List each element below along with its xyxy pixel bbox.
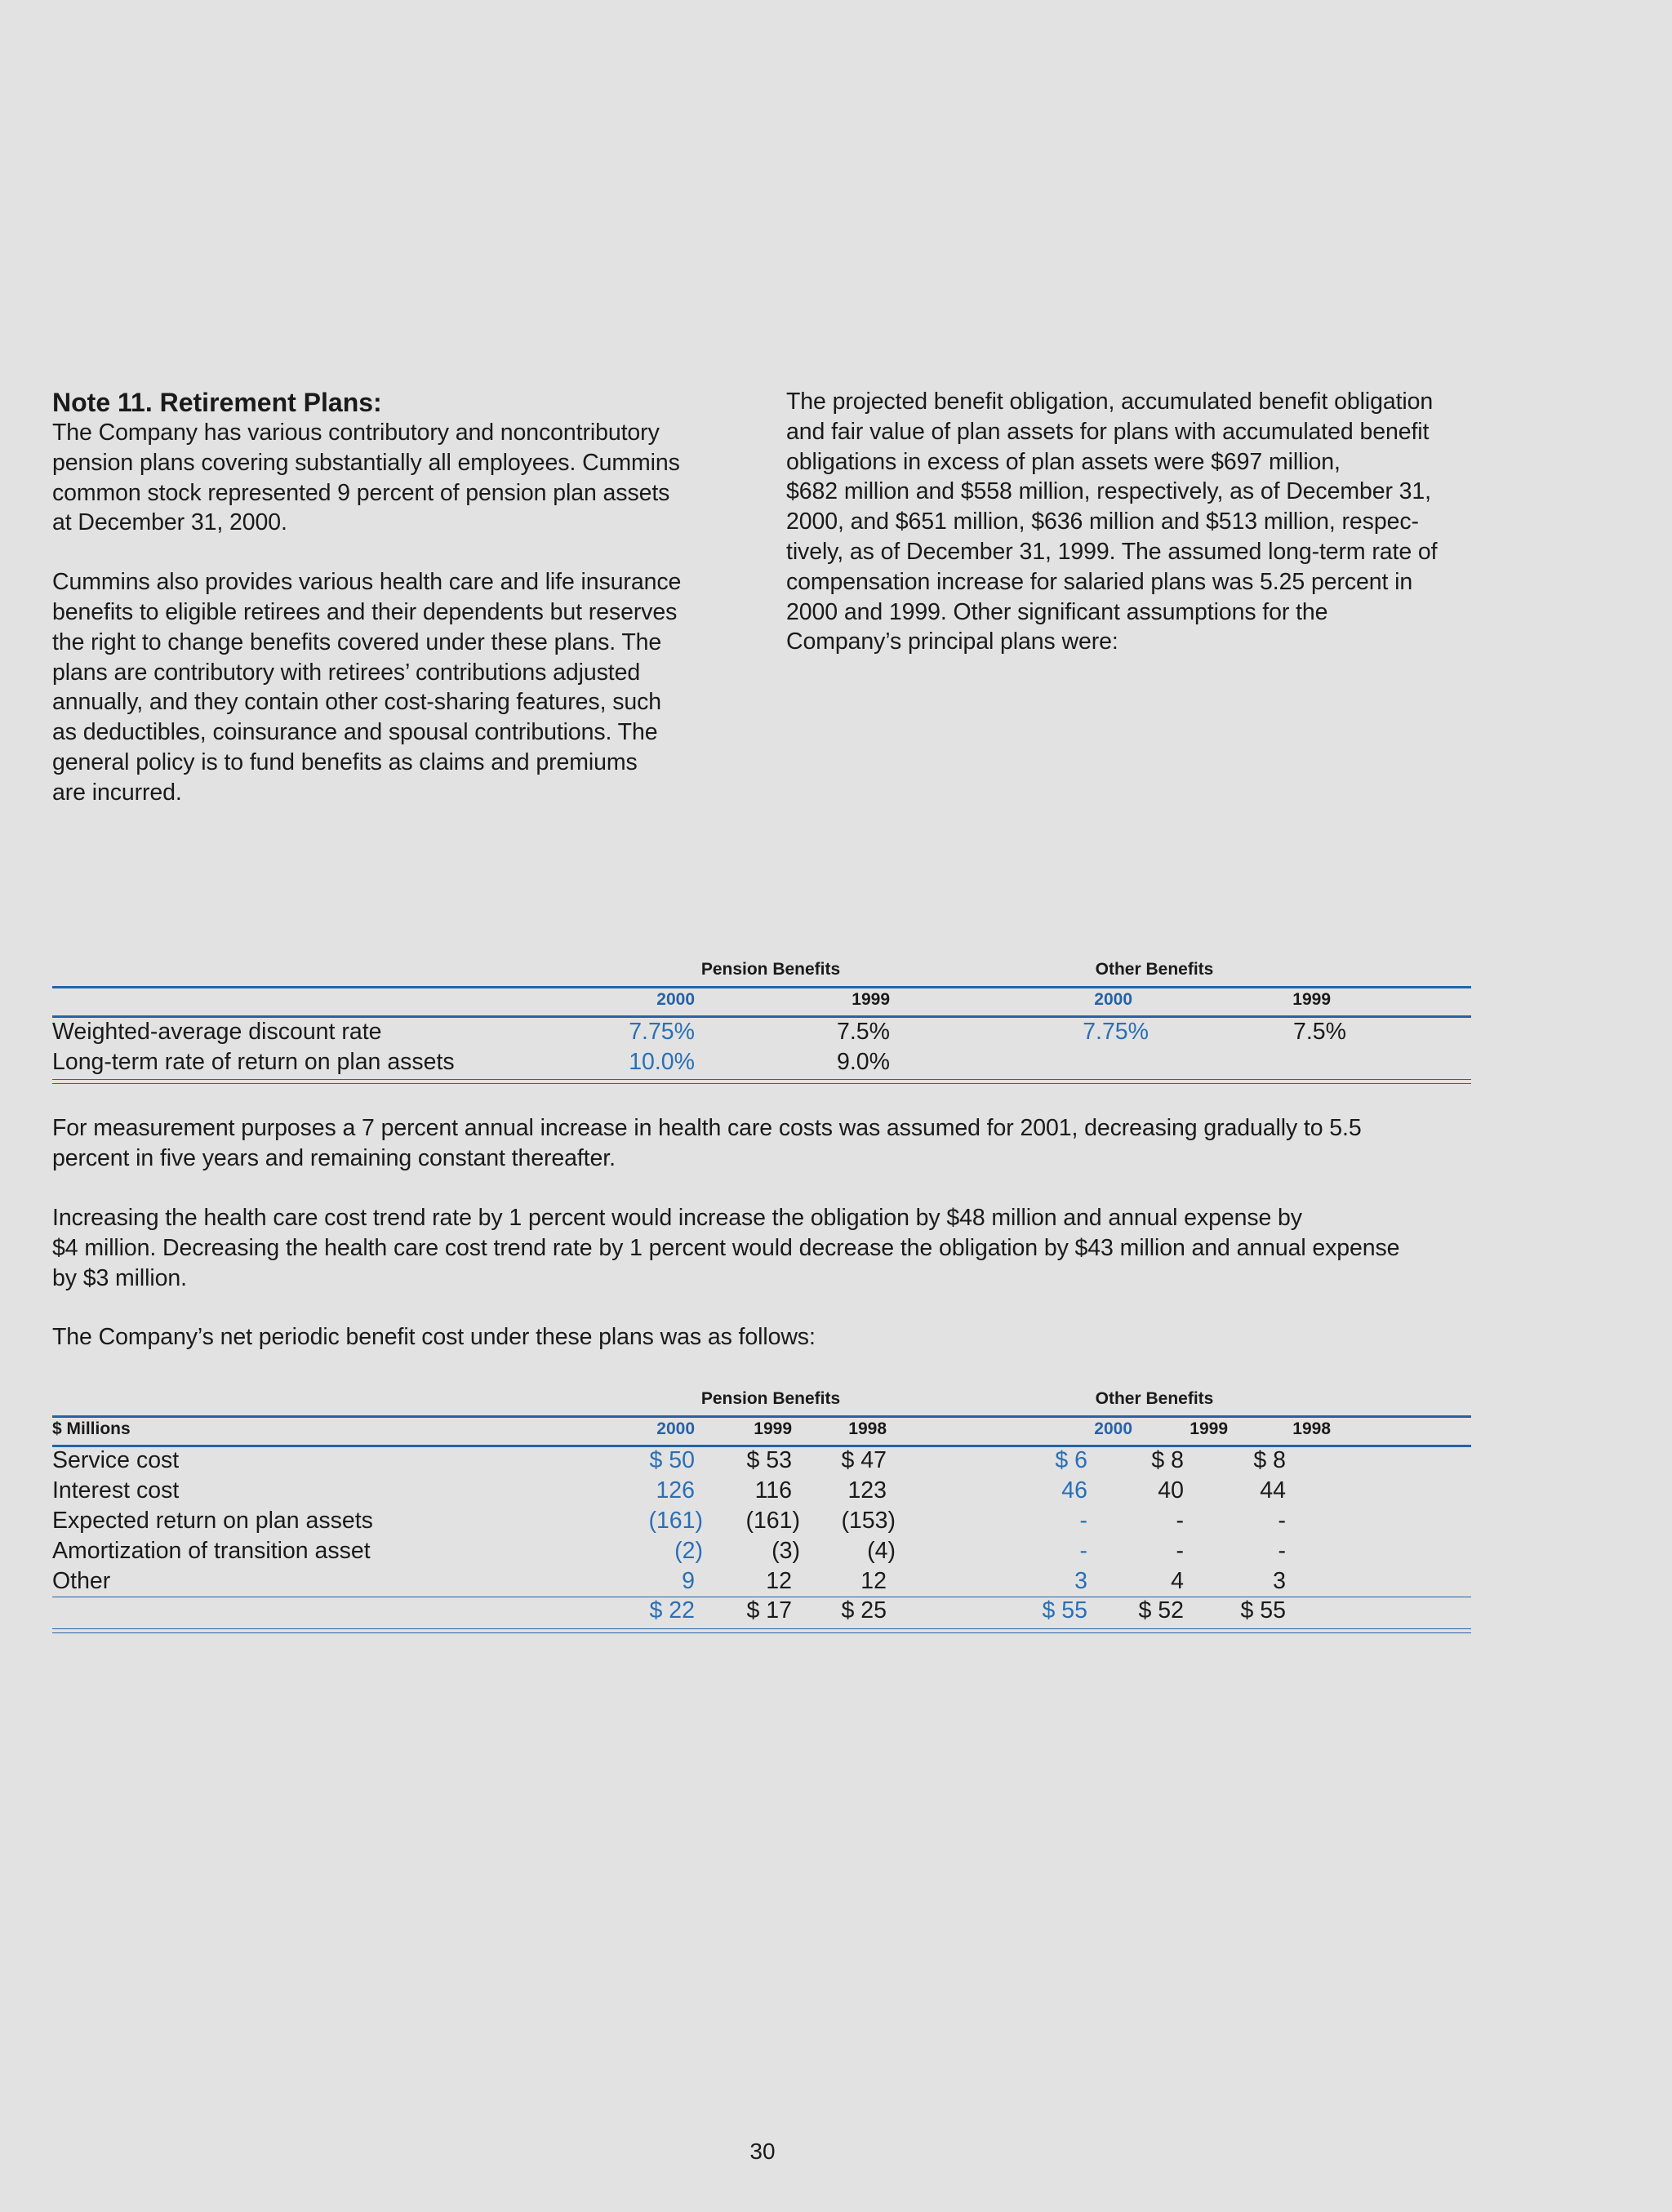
total-value: $ 55 [1240, 1597, 1286, 1623]
year-header: 1999 [1292, 990, 1331, 1009]
left-paragraph-2 [52, 567, 730, 807]
cell-value: 123 [847, 1477, 887, 1504]
total-value: $ 55 [1042, 1597, 1087, 1623]
row-label: Long-term rate of return on plan assets [52, 1049, 455, 1075]
header-rule [52, 986, 1471, 988]
assumptions-table [52, 960, 1471, 1090]
text-line: plans are contributory with retirees’ contributions adjusted [52, 659, 641, 686]
group-header-pension: Pension Benefits [700, 1389, 841, 1408]
footer-rule [52, 1083, 1471, 1084]
text-line: 2000 and 1999. Other significant assumptions for the [786, 598, 1328, 625]
text-line: by $3 million. [52, 1264, 187, 1291]
total-value: $ 22 [649, 1597, 695, 1623]
units-label: $ Millions [52, 1419, 131, 1438]
cell-value: 9 [682, 1568, 695, 1594]
cell-value: (3) [772, 1538, 800, 1564]
page-number: 30 [749, 2139, 776, 2164]
cell-value: - [1278, 1508, 1286, 1534]
text-line: common stock represented 9 percent of pension plan assets [52, 479, 670, 506]
cell-value: $ 8 [1151, 1447, 1184, 1473]
text-line: Company’s principal plans were: [786, 629, 1118, 655]
header-rule [52, 1415, 1471, 1418]
year-header: 2000 [1094, 1419, 1132, 1438]
text-line: annually, and they contain other cost-sharing features, such [52, 689, 662, 716]
total-value: $ 25 [841, 1597, 887, 1623]
text-line: The projected benefit obligation, accumulated benefit obligation [786, 389, 1434, 415]
cell-value: 12 [766, 1568, 792, 1594]
cell-value: 10.0% [629, 1049, 695, 1075]
text-line: $4 million. Decreasing the health care cost trend rate by 1 percent would decrease the obligation by $43 million and annual expense [52, 1234, 1400, 1261]
group-header-pension: Pension Benefits [700, 960, 841, 979]
text-line: at December 31, 2000. [52, 509, 287, 536]
table-row [52, 1017, 1471, 1047]
table-row [52, 1476, 1471, 1506]
footer-rule [52, 1628, 1471, 1629]
year-header: 2000 [1094, 990, 1132, 1009]
left-paragraph-1 [52, 418, 730, 538]
cell-value: - [1176, 1538, 1184, 1564]
text-line: For measurement purposes a 7 percent annual increase in health care costs was assumed for 2001, decreasing gradually to 5.5 [52, 1115, 1362, 1141]
row-label: Other [52, 1568, 111, 1594]
table-row [52, 1506, 1471, 1536]
cost-intro-paragraph [52, 1322, 1489, 1353]
cell-value: 3 [1273, 1568, 1286, 1594]
cell-value: 116 [754, 1477, 792, 1504]
cell-value: 7.75% [629, 1019, 695, 1045]
cell-value: 40 [1158, 1477, 1184, 1504]
text-line: Cummins also provides various health care and life insurance [52, 569, 682, 596]
footer-rule [52, 1079, 1471, 1080]
table-row [52, 1047, 1471, 1077]
right-paragraph [786, 387, 1480, 657]
text-line: obligations in excess of plan assets were $697 million, [786, 448, 1341, 475]
note-title: Note 11. Retirement Plans: [52, 388, 382, 417]
cell-value: - [1176, 1508, 1184, 1534]
text-line: tively, as of December 31, 1999. The assumed long-term rate of [786, 538, 1438, 565]
total-value: $ 52 [1138, 1597, 1184, 1623]
cell-value: (153) [841, 1508, 896, 1534]
cell-value: 9.0% [837, 1049, 890, 1075]
cell-value: 4 [1171, 1568, 1184, 1594]
table-row [52, 1536, 1471, 1566]
cell-value: 46 [1061, 1477, 1087, 1504]
cell-value: 7.5% [1293, 1019, 1346, 1045]
text-line: percent in five years and remaining constant thereafter. [52, 1144, 616, 1171]
text-line: 2000, and $651 million, $636 million and $513 million, respec- [786, 509, 1419, 535]
measurement-paragraph [52, 1113, 1489, 1174]
text-line: the right to change benefits covered under these plans. The [52, 629, 662, 655]
right-column [786, 387, 1480, 657]
cell-value: (4) [867, 1538, 896, 1564]
text-line: as deductibles, coinsurance and spousal contributions. The [52, 719, 658, 746]
cell-value: 12 [860, 1568, 887, 1594]
group-header-other: Other Benefits [1095, 1389, 1214, 1408]
cell-value: 7.75% [1083, 1019, 1149, 1045]
text-line: compensation increase for salaried plans was 5.25 percent in [786, 568, 1413, 595]
year-header: 1999 [754, 1419, 792, 1438]
cell-value: $ 47 [841, 1447, 887, 1473]
text-line: pension plans covering substantially all employees. Cummins [52, 449, 680, 476]
cell-value: (161) [648, 1508, 703, 1534]
text-line: benefits to eligible retirees and their dependents but reserves [52, 598, 678, 625]
cell-value: 44 [1260, 1477, 1286, 1504]
cell-value: 3 [1074, 1568, 1087, 1594]
row-label: Expected return on plan assets [52, 1508, 373, 1534]
cell-value: $ 50 [649, 1447, 695, 1473]
table-row [52, 1446, 1471, 1476]
cell-value: $ 8 [1253, 1447, 1286, 1473]
cell-value: (2) [674, 1538, 703, 1564]
cell-value: $ 53 [746, 1447, 792, 1473]
footer-rule [52, 1632, 1471, 1633]
year-header: 1998 [848, 1419, 887, 1438]
total-value: $ 17 [746, 1597, 792, 1623]
row-label: Service cost [52, 1447, 180, 1473]
cell-value: 126 [656, 1477, 695, 1504]
text-line: The Company’s net periodic benefit cost under these plans was as follows: [52, 1324, 816, 1350]
text-line: Increasing the health care cost trend rate by 1 percent would increase the obligation by $48 million and annual expense by [52, 1205, 1302, 1231]
row-label: Amortization of transition asset [52, 1538, 371, 1564]
year-header: 2000 [656, 990, 695, 1009]
cell-value: (161) [745, 1508, 800, 1534]
year-header: 2000 [656, 1419, 695, 1438]
group-header-other: Other Benefits [1095, 960, 1214, 979]
text-line: are incurred. [52, 779, 182, 806]
text-line: $682 million and $558 million, respectively, as of December 31, [786, 478, 1432, 505]
left-column [52, 387, 730, 808]
cell-value: - [1079, 1538, 1087, 1564]
row-label: Weighted-average discount rate [52, 1019, 382, 1045]
text-line: The Company has various contributory and noncontributory [52, 420, 660, 446]
year-header: 1998 [1292, 1419, 1331, 1438]
total-row [52, 1596, 1471, 1626]
cell-value: 7.5% [837, 1019, 890, 1045]
trend-rate-paragraph [52, 1203, 1489, 1293]
benefit-cost-table [52, 1389, 1471, 1634]
year-header: 1999 [1190, 1419, 1228, 1438]
cell-value: - [1278, 1538, 1286, 1564]
year-header: 1999 [852, 990, 890, 1009]
cell-value: $ 6 [1055, 1447, 1087, 1473]
row-label: Interest cost [52, 1477, 180, 1504]
table-row [52, 1566, 1471, 1597]
text-line: and fair value of plan assets for plans with accumulated benefit [786, 418, 1430, 445]
text-line: general policy is to fund benefits as claims and premiums [52, 748, 638, 775]
cell-value: - [1079, 1508, 1087, 1534]
